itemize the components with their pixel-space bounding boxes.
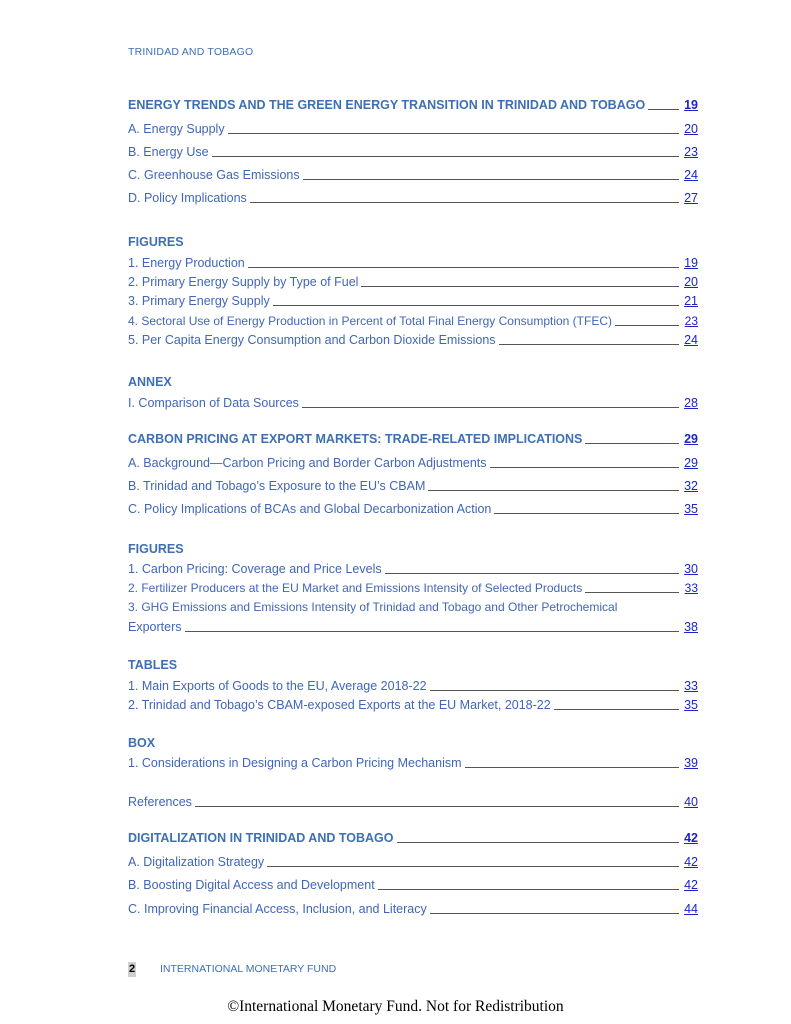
toc-page-link[interactable]: 21 bbox=[684, 294, 698, 308]
dot-leader bbox=[585, 592, 679, 593]
toc-entry[interactable] bbox=[128, 167, 698, 183]
toc-page-link[interactable]: 23 bbox=[684, 314, 698, 328]
page-number: 2 bbox=[128, 963, 136, 975]
annex-heading: ANNEX bbox=[128, 375, 172, 389]
toc-page-link[interactable]: 44 bbox=[684, 902, 698, 916]
toc-label: 3. Primary Energy Supply bbox=[128, 294, 270, 308]
dot-leader bbox=[361, 286, 679, 287]
toc-table[interactable] bbox=[128, 697, 698, 713]
toc-figure[interactable] bbox=[128, 332, 698, 348]
dot-leader bbox=[273, 305, 679, 306]
toc-label: 1. Main Exports of Goods to the EU, Average 2018-22 bbox=[128, 679, 427, 693]
toc-chapter-digital[interactable] bbox=[128, 830, 698, 846]
toc-annex[interactable] bbox=[128, 395, 698, 411]
toc-figure[interactable] bbox=[128, 274, 698, 290]
toc-entry[interactable] bbox=[128, 455, 698, 471]
toc-label: 4. Sectoral Use of Energy Production in Percent of Total Final Energy Consumption (TFEC) bbox=[128, 314, 613, 328]
toc-box[interactable] bbox=[128, 755, 698, 771]
toc-figure[interactable] bbox=[128, 255, 698, 271]
toc-figure[interactable] bbox=[128, 580, 698, 596]
dot-leader bbox=[267, 866, 679, 867]
toc-entry[interactable] bbox=[128, 144, 698, 160]
toc-page-link[interactable]: 42 bbox=[684, 831, 698, 845]
toc-page-link[interactable]: 38 bbox=[684, 620, 698, 634]
toc-page-link[interactable]: 40 bbox=[684, 795, 698, 809]
dot-leader bbox=[494, 513, 679, 514]
footer-org: INTERNATIONAL MONETARY FUND bbox=[160, 963, 337, 975]
toc-label: ENERGY TRENDS AND THE GREEN ENERGY TRANSITION IN TRINIDAD AND TOBAGO bbox=[128, 98, 646, 112]
toc-label: 5. Per Capita Energy Consumption and Carbon Dioxide Emissions bbox=[128, 333, 496, 347]
toc-label: D. Policy Implications bbox=[128, 191, 247, 205]
toc-page-link[interactable]: 29 bbox=[684, 432, 698, 446]
toc-label: B. Trinidad and Tobago’s Exposure to the EU’s CBAM bbox=[128, 479, 426, 493]
toc-page-link[interactable]: 30 bbox=[684, 562, 698, 576]
dot-leader bbox=[212, 156, 679, 157]
toc-page-link[interactable]: 27 bbox=[684, 191, 698, 205]
toc-page-link[interactable]: 24 bbox=[684, 168, 698, 182]
toc-label: CARBON PRICING AT EXPORT MARKETS: TRADE-RELATED IMPLICATIONS bbox=[128, 432, 583, 446]
toc-label: I. Comparison of Data Sources bbox=[128, 396, 299, 410]
toc-label: C. Greenhouse Gas Emissions bbox=[128, 168, 300, 182]
toc-label: B. Energy Use bbox=[128, 145, 209, 159]
dot-leader bbox=[554, 709, 679, 710]
toc-page-link[interactable]: 39 bbox=[684, 756, 698, 770]
toc-label: 2. Primary Energy Supply by Type of Fuel bbox=[128, 275, 359, 289]
dot-leader bbox=[250, 202, 679, 203]
toc-page-link[interactable]: 23 bbox=[684, 145, 698, 159]
dot-leader bbox=[585, 443, 679, 444]
dot-leader bbox=[490, 467, 679, 468]
dot-leader bbox=[465, 767, 679, 768]
toc-figure[interactable] bbox=[128, 313, 698, 329]
toc-entry[interactable] bbox=[128, 854, 698, 870]
toc-page-link[interactable]: 33 bbox=[684, 581, 698, 595]
toc-figure-line1: 3. GHG Emissions and Emissions Intensity of Trinidad and Tobago and Other Petrochemical bbox=[128, 600, 618, 614]
dot-leader bbox=[385, 573, 679, 574]
toc-entry[interactable] bbox=[128, 877, 698, 893]
toc-page-link[interactable]: 35 bbox=[684, 502, 698, 516]
toc-label: A. Background—Carbon Pricing and Border Carbon Adjustments bbox=[128, 456, 487, 470]
toc-label: B. Boosting Digital Access and Development bbox=[128, 878, 375, 892]
toc-entry[interactable] bbox=[128, 190, 698, 206]
toc-label: A. Digitalization Strategy bbox=[128, 855, 265, 869]
toc-page-link[interactable]: 24 bbox=[684, 333, 698, 347]
toc-page-link[interactable]: 32 bbox=[684, 479, 698, 493]
box-heading: BOX bbox=[128, 736, 156, 750]
toc-chapter-carbon[interactable] bbox=[128, 431, 698, 447]
dot-leader bbox=[430, 690, 679, 691]
toc-table[interactable] bbox=[128, 678, 698, 694]
toc-label: C. Policy Implications of BCAs and Global Decarbonization Action bbox=[128, 502, 492, 516]
toc-page-link[interactable]: 29 bbox=[684, 456, 698, 470]
dot-leader bbox=[428, 490, 679, 491]
dot-leader bbox=[648, 109, 679, 110]
dot-leader bbox=[397, 842, 680, 843]
toc-page-link[interactable]: 42 bbox=[684, 878, 698, 892]
dot-leader bbox=[303, 179, 679, 180]
figures-heading: FIGURES bbox=[128, 235, 184, 249]
dot-leader bbox=[228, 133, 679, 134]
dot-leader bbox=[378, 889, 679, 890]
toc-entry[interactable] bbox=[128, 121, 698, 137]
toc-figure[interactable] bbox=[128, 293, 698, 309]
dot-leader bbox=[185, 631, 680, 632]
toc-label: A. Energy Supply bbox=[128, 122, 225, 136]
dot-leader bbox=[195, 806, 679, 807]
toc-label: 1. Energy Production bbox=[128, 256, 245, 270]
toc-label: 2. Trinidad and Tobago’s CBAM-exposed Exports at the EU Market, 2018-22 bbox=[128, 698, 551, 712]
toc-label: 1. Carbon Pricing: Coverage and Price Levels bbox=[128, 562, 382, 576]
dot-leader bbox=[248, 267, 679, 268]
dot-leader bbox=[430, 913, 679, 914]
toc-references[interactable] bbox=[128, 794, 698, 810]
toc-entry[interactable] bbox=[128, 901, 698, 917]
dot-leader bbox=[302, 407, 679, 408]
toc-label: 1. Considerations in Designing a Carbon Pricing Mechanism bbox=[128, 756, 462, 770]
toc-label: DIGITALIZATION IN TRINIDAD AND TOBAGO bbox=[128, 831, 394, 845]
dot-leader bbox=[499, 344, 679, 345]
toc-page-link[interactable]: 20 bbox=[684, 122, 698, 136]
figures-heading: FIGURES bbox=[128, 542, 184, 556]
toc-entry[interactable] bbox=[128, 501, 698, 517]
toc-figure[interactable] bbox=[128, 619, 698, 635]
toc-label: Exporters bbox=[128, 620, 182, 634]
toc-page-link[interactable]: 35 bbox=[684, 698, 698, 712]
tables-heading: TABLES bbox=[128, 658, 178, 672]
dot-leader bbox=[615, 325, 679, 326]
toc-label: 2. Fertilizer Producers at the EU Market and Emissions Intensity of Selected Products bbox=[128, 581, 583, 595]
running-head: TRINIDAD AND TOBAGO bbox=[128, 46, 254, 58]
toc-chapter-energy[interactable] bbox=[128, 97, 698, 113]
toc-page-link[interactable]: 19 bbox=[684, 256, 698, 270]
toc-page-link[interactable]: 28 bbox=[684, 396, 698, 410]
toc-page-link[interactable]: 20 bbox=[684, 275, 698, 289]
toc-entry[interactable] bbox=[128, 478, 698, 494]
copyright-notice: ©International Monetary Fund. Not for Redistribution bbox=[227, 998, 564, 1015]
toc-page-link[interactable]: 19 bbox=[684, 98, 698, 112]
toc-page-link[interactable]: 42 bbox=[684, 855, 698, 869]
toc-figure[interactable] bbox=[128, 561, 698, 577]
toc-page-link[interactable]: 33 bbox=[684, 679, 698, 693]
toc-label: References bbox=[128, 795, 192, 809]
toc-label: C. Improving Financial Access, Inclusion, and Literacy bbox=[128, 902, 427, 916]
